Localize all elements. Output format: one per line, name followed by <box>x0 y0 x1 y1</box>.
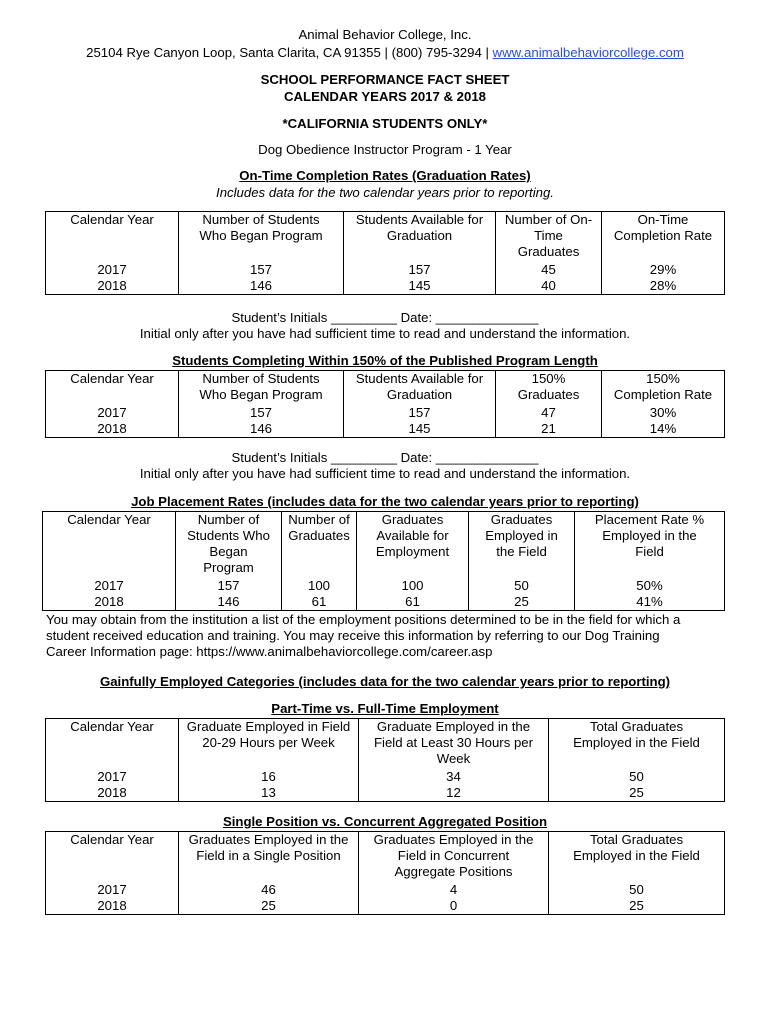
value-cell: 157 <box>179 262 344 278</box>
column-header <box>496 371 602 406</box>
value-cell: 25 <box>549 898 725 915</box>
header-line: Completion Rate <box>613 387 713 402</box>
column-header <box>179 832 359 883</box>
initials-instruction: Initial only after you have had sufficient time to read and understand the information. <box>139 326 631 341</box>
header-line: Available for <box>376 528 449 543</box>
column-header <box>549 719 725 770</box>
onefifty-table <box>45 370 725 438</box>
year-cell: 2018 <box>46 278 179 295</box>
header-line: Students Who <box>187 528 270 543</box>
completion-table <box>45 211 725 295</box>
header-line: Graduates <box>490 512 553 527</box>
column-header <box>469 512 575 579</box>
column-header <box>176 512 282 579</box>
value-cell: 28% <box>602 278 725 295</box>
header-line: Calendar Year <box>70 719 154 734</box>
column-header <box>46 371 179 406</box>
header-line: Graduates Employed in the <box>188 832 349 847</box>
year-cell: 2017 <box>46 405 179 421</box>
value-cell: 13 <box>179 785 359 802</box>
value-cell: 50 <box>549 769 725 785</box>
value-cell: 157 <box>179 405 344 421</box>
placement-table <box>42 511 725 611</box>
column-header <box>357 512 469 579</box>
table-header-row <box>46 719 725 770</box>
column-header <box>179 371 344 406</box>
value-cell: 157 <box>344 405 496 421</box>
header-line: Completion Rate <box>613 228 713 243</box>
initials-line: Student’s Initials _________ Date: ______________ <box>231 310 539 325</box>
value-cell: 40 <box>496 278 602 295</box>
value-cell: 25 <box>179 898 359 915</box>
column-header <box>43 512 176 579</box>
header-line: Employed in the Field <box>573 848 700 863</box>
table-row <box>46 262 725 278</box>
year-cell: 2018 <box>46 898 179 915</box>
header-line: Employed in <box>485 528 558 543</box>
value-cell: 46 <box>179 882 359 898</box>
table-row <box>46 405 725 421</box>
column-header <box>602 371 725 406</box>
header-line: Time <box>534 228 563 243</box>
table-row <box>46 421 725 438</box>
completion-note: Includes data for the two calendar years prior to reporting. <box>216 185 554 200</box>
header-line: Graduates <box>517 244 580 259</box>
header-line: Total Graduates <box>589 719 684 734</box>
parttime-title: Part-Time vs. Full-Time Employment <box>271 701 499 716</box>
value-cell: 145 <box>344 278 496 295</box>
org-name: Animal Behavior College, Inc. <box>298 27 472 42</box>
value-cell: 157 <box>176 578 282 594</box>
value-cell: 25 <box>469 594 575 611</box>
table-row <box>46 898 725 915</box>
column-header <box>46 719 179 770</box>
table-header-row <box>46 371 725 406</box>
value-cell: 100 <box>282 578 357 594</box>
header-line: Graduate Employed in the <box>376 719 531 734</box>
header-line: Students Available for <box>355 371 484 386</box>
value-cell: 146 <box>179 421 344 438</box>
website-link[interactable]: www.animalbehaviorcollege.com <box>492 45 684 60</box>
single-title: Single Position vs. Concurrent Aggregated Position <box>222 814 548 829</box>
column-header <box>359 832 549 883</box>
value-cell: 25 <box>549 785 725 802</box>
table-row <box>43 578 725 594</box>
header-line: Number of Students <box>202 212 320 227</box>
header-line: Who Began Program <box>199 387 323 402</box>
address-line <box>0 45 770 61</box>
header-line: Began <box>209 544 248 559</box>
header-line: Program <box>203 560 254 575</box>
header-line: Field in a Single Position <box>196 848 341 863</box>
single-table <box>45 831 725 915</box>
value-cell: 4 <box>359 882 549 898</box>
value-cell: 29% <box>602 262 725 278</box>
column-header <box>359 719 549 770</box>
header-line: Students Available for <box>355 212 484 227</box>
header-line: Graduation <box>386 228 453 243</box>
table-header-row <box>46 832 725 883</box>
header-line: Calendar Year <box>67 512 151 527</box>
column-header <box>344 212 496 263</box>
column-header <box>179 719 359 770</box>
paragraph-line: You may obtain from the institution a list of the employment positions determined to be in the field for which a <box>46 612 681 627</box>
address-text: 25104 Rye Canyon Loop, Santa Clarita, CA 91355 | (800) 795-3294 | <box>86 45 489 60</box>
header-line: Calendar Year <box>70 212 154 227</box>
header-line: 150% <box>531 371 566 386</box>
value-cell: 21 <box>496 421 602 438</box>
initials-instruction: Initial only after you have had sufficient time to read and understand the information. <box>139 466 631 481</box>
paragraph-line: Career Information page: https://www.animalbehaviorcollege.com/career.asp <box>46 644 493 659</box>
value-cell: 14% <box>602 421 725 438</box>
program-name: Dog Obedience Instructor Program - 1 Year <box>258 142 512 157</box>
table-row <box>46 785 725 802</box>
value-cell: 30% <box>602 405 725 421</box>
initials-line: Student’s Initials _________ Date: ______________ <box>231 450 539 465</box>
header-line: Employed in the <box>602 528 697 543</box>
header-line: 20-29 Hours per Week <box>202 735 335 750</box>
header-line: Number of On- <box>504 212 593 227</box>
column-header <box>46 832 179 883</box>
header-line: 150% <box>646 371 680 386</box>
value-cell: 45 <box>496 262 602 278</box>
table-row <box>46 769 725 785</box>
value-cell: 61 <box>282 594 357 611</box>
onefifty-title: Students Completing Within 150% of the Published Program Length <box>172 353 598 368</box>
header-line: Graduates <box>517 387 580 402</box>
header-line: Graduation <box>386 387 453 402</box>
value-cell: 100 <box>357 578 469 594</box>
header-line: Field <box>635 544 664 559</box>
value-cell: 145 <box>344 421 496 438</box>
header-line: Graduates <box>288 528 350 543</box>
parttime-table <box>45 718 725 802</box>
header-line: Graduates <box>381 512 444 527</box>
column-header <box>496 212 602 263</box>
placement-paragraph <box>46 612 736 660</box>
header-line: Number of <box>288 512 350 527</box>
column-header <box>575 512 725 579</box>
header-line: Calendar Year <box>70 371 154 386</box>
gainful-title: Gainfully Employed Categories (includes data for the two calendar years prior to reporting) <box>99 674 671 689</box>
placement-title: Job Placement Rates (includes data for the two calendar years prior to reporting) <box>131 494 639 509</box>
year-cell: 2018 <box>46 785 179 802</box>
value-cell: 146 <box>179 278 344 295</box>
header-line: Field in Concurrent <box>397 848 510 863</box>
column-header <box>282 512 357 579</box>
column-header <box>344 371 496 406</box>
header-line: Number of Students <box>202 371 320 386</box>
table-header-row <box>46 212 725 263</box>
sheet-title: SCHOOL PERFORMANCE FACT SHEET <box>260 72 510 87</box>
california-notice: *CALIFORNIA STUDENTS ONLY* <box>282 116 488 131</box>
year-cell: 2018 <box>46 421 179 438</box>
completion-title: On-Time Completion Rates (Graduation Rates) <box>239 168 531 183</box>
header-line: Aggregate Positions <box>394 864 513 879</box>
header-line: Calendar Year <box>70 832 154 847</box>
header-line: Employment <box>375 544 450 559</box>
table-header-row <box>43 512 725 579</box>
header-line: Graduate Employed in Field <box>186 719 351 734</box>
header-line: Field at Least 30 Hours per <box>373 735 534 750</box>
header-line: Number of <box>197 512 260 527</box>
column-header <box>549 832 725 883</box>
value-cell: 41% <box>575 594 725 611</box>
year-cell: 2017 <box>43 578 176 594</box>
value-cell: 12 <box>359 785 549 802</box>
header-line: On-Time <box>637 212 689 227</box>
year-cell: 2017 <box>46 262 179 278</box>
value-cell: 146 <box>176 594 282 611</box>
value-cell: 50% <box>575 578 725 594</box>
value-cell: 50 <box>469 578 575 594</box>
sheet-subtitle: CALENDAR YEARS 2017 & 2018 <box>283 89 487 104</box>
year-cell: 2017 <box>46 882 179 898</box>
header-line: Who Began Program <box>199 228 323 243</box>
value-cell: 16 <box>179 769 359 785</box>
value-cell: 157 <box>344 262 496 278</box>
header-line: the Field <box>496 544 547 559</box>
header-line: Employed in the Field <box>573 735 700 750</box>
header-line: Week <box>436 751 471 766</box>
year-cell: 2017 <box>46 769 179 785</box>
header-line: Placement Rate % <box>594 512 705 527</box>
value-cell: 34 <box>359 769 549 785</box>
value-cell: 0 <box>359 898 549 915</box>
value-cell: 50 <box>549 882 725 898</box>
column-header <box>602 212 725 263</box>
value-cell: 61 <box>357 594 469 611</box>
paragraph-line: student received education and training. You may receive this information by referring to our Dog Training <box>46 628 660 643</box>
column-header <box>179 212 344 263</box>
header-line: Total Graduates <box>589 832 684 847</box>
table-row <box>46 278 725 295</box>
table-row <box>43 594 725 611</box>
header-line: Graduates Employed in the <box>373 832 534 847</box>
value-cell: 47 <box>496 405 602 421</box>
table-row <box>46 882 725 898</box>
year-cell: 2018 <box>43 594 176 611</box>
column-header <box>46 212 179 263</box>
